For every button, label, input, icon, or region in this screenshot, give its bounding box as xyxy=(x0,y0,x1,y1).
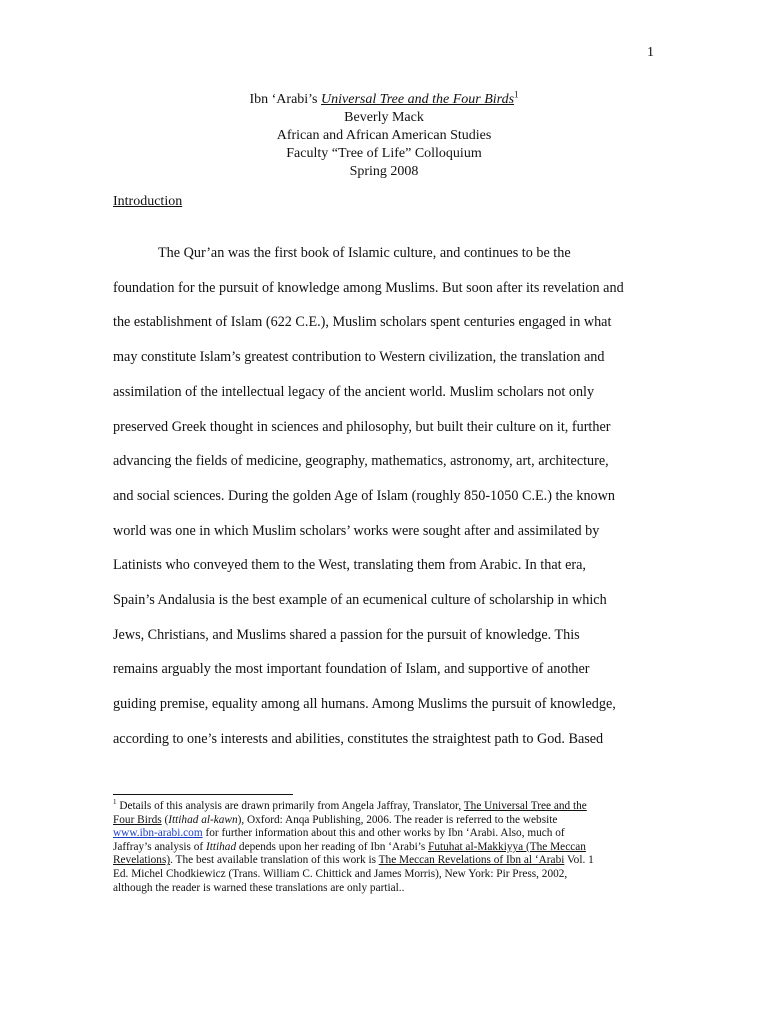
footnote-separator xyxy=(113,794,293,795)
body-line: advancing the fields of medicine, geography, mathematics, astronomy, art, architecture, xyxy=(113,453,609,470)
page-number: 1 xyxy=(647,45,654,60)
footnote-line: although the reader is warned these translations are only partial.. xyxy=(113,881,405,894)
footnote-text: Details of this analysis are drawn primarily from Angela Jaffray, Translator, xyxy=(116,800,464,812)
footnote-line xyxy=(113,827,658,841)
department-name: African and African American Studies xyxy=(276,128,492,143)
footnote xyxy=(113,800,658,895)
body-line: Spain’s Andalusia is the best example of an ecumenical culture of scholarship in which xyxy=(113,592,607,609)
footnote-text: ( xyxy=(161,813,169,826)
body-line: foundation for the pursuit of knowledge among Muslims. But soon after its revelation and xyxy=(113,279,624,296)
italic-term: Ittihad al-kawn xyxy=(168,813,238,826)
footnote-line xyxy=(113,800,658,814)
document-header xyxy=(0,91,768,181)
footnote-text: depends upon her reading of Ibn ‘Arabi’s xyxy=(236,840,429,853)
website-link[interactable]: www.ibn-arabi.com xyxy=(113,827,203,840)
title-footnote-mark: 1 xyxy=(514,89,519,100)
footnote-line xyxy=(113,841,658,855)
body-line: may constitute Islam’s greatest contribution to Western civilization, the translation and xyxy=(113,349,605,366)
body-line: remains arguably the most important foundation of Islam, and supportive of another xyxy=(113,661,590,678)
body-line: The Qur’an was the first book of Islamic culture, and continues to be the xyxy=(158,245,571,261)
body-line: according to one’s interests and abilities, constitutes the straightest path to God. Based xyxy=(113,730,604,747)
body-line: the establishment of Islam (622 C.E.), Muslim scholars spent centuries engaged in what xyxy=(113,314,612,331)
italic-term: Ittihad xyxy=(205,840,237,853)
term: Spring 2008 xyxy=(349,164,419,179)
body-line: Jews, Christians, and Muslims shared a passion for the pursuit of knowledge. This xyxy=(113,626,580,643)
footnote-text: . The best available translation of this work is xyxy=(170,854,379,867)
body-line: guiding premise, equality among all humans. Among Muslims the pursuit of knowledge, xyxy=(113,696,616,713)
title-prefix: Ibn ‘Arabi’s xyxy=(249,92,322,107)
body-line: and social sciences. During the golden Age of Islam (roughly 850-1050 C.E.) the known xyxy=(113,487,615,504)
footnote-text: ), Oxford: Anqa Publishing, 2006. The reader is referred to the website xyxy=(237,813,558,826)
section-heading: Introduction xyxy=(113,194,183,209)
footnote-text: Jaffray’s analysis of xyxy=(113,840,206,853)
footnote-line xyxy=(113,854,658,868)
book-title-ref: The Universal Tree and the xyxy=(463,800,587,812)
book-title-ref: Futuhat al-Makkiyya (The Meccan xyxy=(428,840,586,853)
body-line: world was one in which Muslim scholars’ works were sought after and assimilated by xyxy=(113,522,600,539)
body-line: Latinists who conveyed them to the West, translating them from Arabic. In that era, xyxy=(113,557,586,574)
book-title-ref: The Meccan Revelations of Ibn al ‘Arabi xyxy=(378,854,565,867)
book-title-ref: Revelations) xyxy=(113,854,171,867)
footnote-text: Vol. 1 xyxy=(564,854,594,867)
title-italic: Universal Tree and the Four Birds xyxy=(321,92,515,107)
book-title-ref: Four Birds xyxy=(113,813,162,826)
footnote-mark: 1 xyxy=(113,798,117,807)
body-paragraph xyxy=(113,236,658,757)
footnote-line: Ed. Michel Chodkiewicz (Trans. William C. Chittick and James Morris), New York: Pir Press, 2002, xyxy=(113,867,568,880)
body-line: assimilation of the intellectual legacy of the ancient world. Muslim scholars not only xyxy=(113,383,595,400)
footnote-line xyxy=(113,814,658,828)
document-title xyxy=(0,91,768,109)
event-name: Faculty “Tree of Life” Colloquium xyxy=(286,146,482,161)
author-name: Beverly Mack xyxy=(344,110,424,125)
body-line: preserved Greek thought in sciences and philosophy, but built their culture on it, further xyxy=(113,418,611,435)
footnote-text: for further information about this and other works by Ibn ‘Arabi. Also, much of xyxy=(202,827,565,840)
